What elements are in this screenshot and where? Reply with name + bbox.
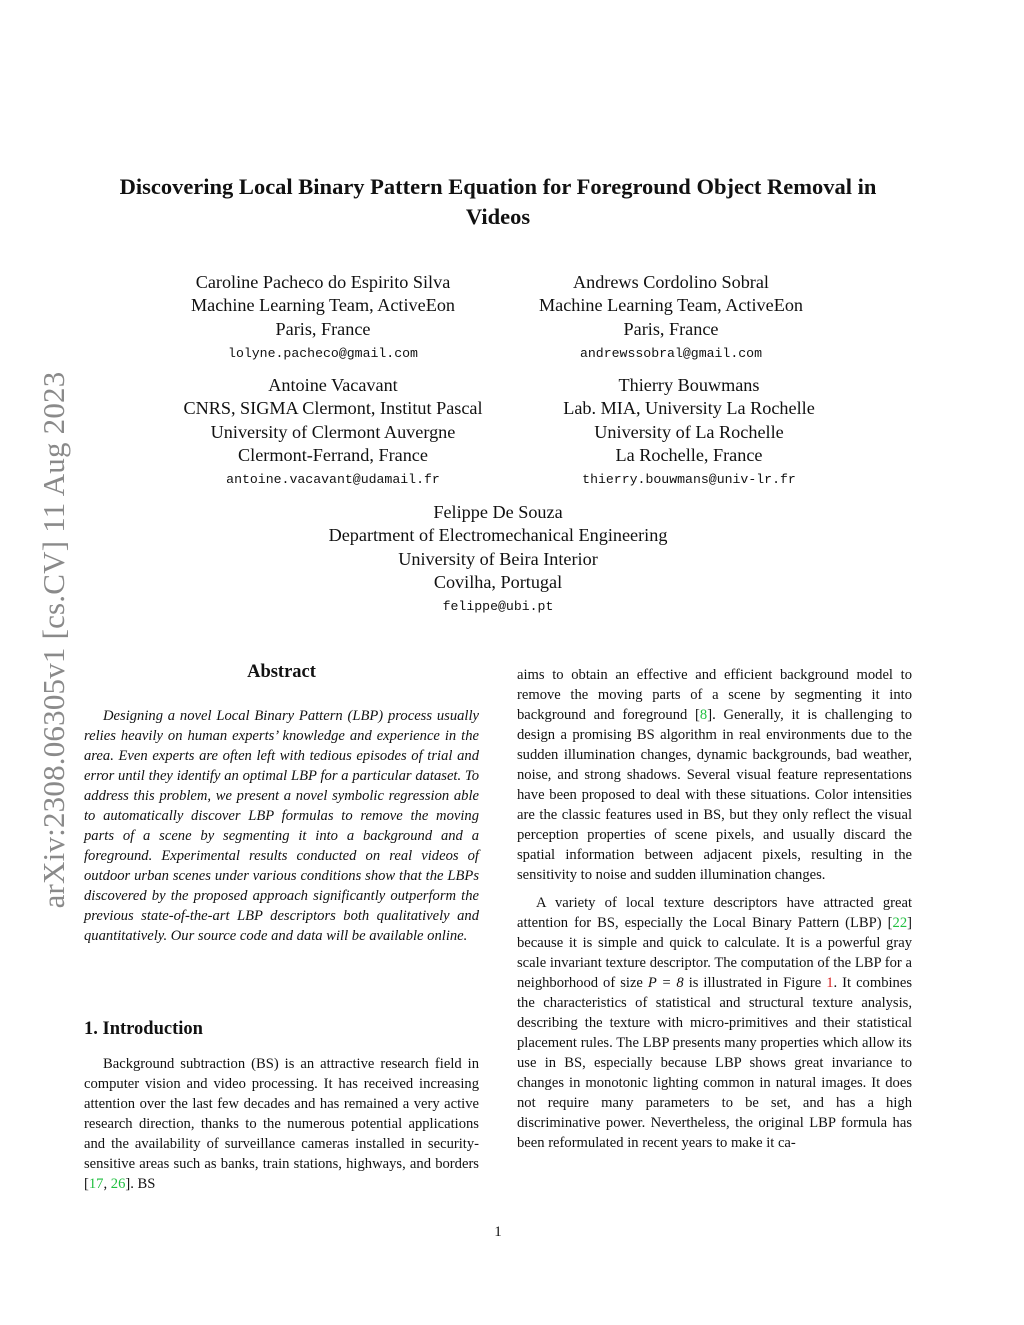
citation-link[interactable]: 26 bbox=[110, 1176, 126, 1192]
author-block-3 bbox=[146, 374, 520, 493]
right-column-body bbox=[517, 665, 912, 1153]
citation-link[interactable]: 22 bbox=[892, 915, 908, 931]
body-text: It combines the characteristics of statistical and structural texture analysis, describing the texture with micro-primitives and their statistical placement rules. The LBP presents many properties which allow its use in BS, especially because LBP shows great invariance to changes in monotonic lighting common in natural images. It does not require many parameters to be set, and has a high discriminative power. Nevertheless, the original LBP formula has been reformulated in recent years to make it ca- bbox=[517, 975, 912, 1151]
arxiv-side-label bbox=[28, 340, 80, 940]
body-text: Generally, it is challenging to design a promising BS algorithm in real environments due to the sudden illumination changes, dynamic backgrounds, bad weather, noise, and strong shadows. Several visual feature representations have been proposed to deal with these situations. Color intensities are the classic features used in BS, but they only reflect the visual perception properties of scene pixels, and usually discard the spatial information between adjacent pixels, resulting in the sensitivity to noise and sudden illumination changes. bbox=[517, 707, 912, 883]
author-affiliation: Lab. MIA, University La Rochelle bbox=[563, 398, 815, 419]
abstract-body bbox=[84, 706, 479, 946]
author-affiliation: Paris, France bbox=[623, 318, 719, 339]
title-line-2: Videos bbox=[465, 204, 531, 229]
author-block-5 bbox=[270, 501, 726, 620]
introduction-body bbox=[84, 1054, 479, 1194]
body-text: A variety of local texture descriptors have attracted great attention for BS, especially the Local Binary Pattern (LBP) bbox=[517, 895, 912, 931]
author-affiliation: University of La Rochelle bbox=[594, 421, 784, 442]
right-paragraph-1: aims to obtain an effective and efficient background model to remove the moving parts of a scene by segmenting it into background and foreground [8]. Generally, it is challenging to design a promising BS algorithm in real environments due to the sudden illumination changes, dynamic backgrounds, bad weather, noise, and strong shadows. Several visual feature representations have been proposed to deal with these situations. Color intensities are the classic features used in BS, but they only reflect the visual perception properties of scene pixels, and usually discard the spatial information between adjacent pixels, resulting in the sensitivity to noise and sudden illumination changes. bbox=[517, 667, 912, 883]
author-affiliation: Machine Learning Team, ActiveEon bbox=[538, 295, 804, 316]
author-block-4 bbox=[508, 374, 870, 493]
author-affiliation: Clermont-Ferrand, France bbox=[238, 444, 428, 465]
body-text: because it is simple and quick to calculate. It is a powerful gray scale invariant texture descriptor. The computation of the LBP for a neighborhood of size bbox=[517, 935, 912, 991]
author-affiliation: Department of Electromechanical Engineering bbox=[328, 525, 668, 546]
author-block-2 bbox=[496, 271, 846, 367]
author-email: antoine.vacavant@udamail.fr bbox=[226, 472, 440, 488]
author-affiliation: CNRS, SIGMA Clermont, Institut Pascal bbox=[183, 398, 483, 419]
intro-paragraph-1: Background subtraction (BS) is an attractive research field in computer vision and video processing. It has received increasing attention over the last few decades and has remained a very active research direction, thanks to the numerous potential applications and the availability of surveillance cameras installed in security-sensitive areas such as banks, train stations, highways, and borders [17, 26]. BS bbox=[84, 1056, 479, 1192]
author-name: Thierry Bouwmans bbox=[618, 375, 760, 395]
author-email: thierry.bouwmans@univ-lr.fr bbox=[582, 472, 796, 488]
section-heading-introduction: 1. Introduction bbox=[84, 1019, 203, 1039]
author-affiliation: University of Clermont Auvergne bbox=[210, 421, 456, 442]
author-email: felippe@ubi.pt bbox=[442, 599, 554, 615]
author-affiliation: Covilha, Portugal bbox=[433, 571, 563, 592]
author-name: Caroline Pacheco do Espirito Silva bbox=[195, 272, 451, 292]
math-expression: P = 8 bbox=[647, 975, 684, 991]
arxiv-identifier: arXiv:2308.06305v1 [cs.CV] 11 Aug 2023 bbox=[36, 371, 71, 909]
author-name: Felippe De Souza bbox=[433, 502, 563, 522]
author-affiliation: Machine Learning Team, ActiveEon bbox=[190, 295, 456, 316]
author-email: andrewssobral@gmail.com bbox=[579, 345, 763, 361]
figure-reference-link[interactable]: 1 bbox=[826, 975, 834, 991]
right-paragraph-2: A variety of local texture descriptors have attracted great attention for BS, especially the Local Binary Pattern (LBP) [22] because it is simple and quick to calculate. It is a powerful gray scale invariant texture descriptor. The computation of the LBP for a neighborhood of size P = 8 is illustrated in Figure 1. It combines the characteristics of statistical and structural texture analysis, describing the texture with micro-primitives and their statistical placement rules. The LBP presents many properties which allow its use in BS, especially because LBP shows great invariance to changes in monotonic lighting common in natural images. It does not require many parameters to be set, and has a high discriminative power. Nevertheless, the original LBP formula has been reformulated in recent years to make it ca- bbox=[517, 895, 912, 1151]
citation-link[interactable]: 8 bbox=[699, 707, 708, 723]
abstract-heading: Abstract bbox=[247, 662, 316, 682]
author-name: Antoine Vacavant bbox=[268, 375, 398, 395]
body-text: aims to obtain an effective and efficient background model to remove the moving parts of a scene by segmenting it into background and foreground bbox=[517, 667, 912, 723]
body-text: is illustrated in Figure bbox=[688, 975, 822, 991]
abstract-paragraph: Designing a novel Local Binary Pattern (LBP) process usually relies heavily on human experts’ knowledge and experience in the area. Even experts are often left with tedious episodes of trial and error until they identify an optimal LBP for a particular dataset. To address this problem, we present a novel symbolic regression able to automatically discover LBP formulas to remove the moving parts of a scene by segmenting it into a background and a foreground. Experimental results conducted on real videos of outdoor urban scenes under various conditions show that the LBPs discovered by the proposed approach significantly outperform the previous state-of-the-art LBP descriptors both qualitatively and quantitatively. Our source code and data will be available online. bbox=[84, 708, 479, 944]
author-affiliation: University of Beira Interior bbox=[398, 548, 598, 569]
intro-text: Background subtraction (BS) is an attractive research field in computer vision and video processing. It has received increasing attention over the last few decades and has remained a very active research direction, thanks to the numerous potential applications and the availability of surveillance cameras installed in security-sensitive areas such as banks, train stations, highways, and borders bbox=[84, 1056, 479, 1172]
author-block-1 bbox=[146, 271, 500, 367]
citation-link[interactable]: 17 bbox=[88, 1176, 104, 1192]
paper-title bbox=[60, 172, 936, 232]
title-line-1: Discovering Local Binary Pattern Equation for Foreground Object Removal in bbox=[119, 174, 877, 199]
author-email: lolyne.pacheco@gmail.com bbox=[228, 345, 418, 361]
author-affiliation: Paris, France bbox=[275, 318, 371, 339]
author-affiliation: La Rochelle, France bbox=[615, 444, 763, 465]
author-name: Andrews Cordolino Sobral bbox=[572, 272, 769, 292]
page-number: 1 bbox=[494, 1224, 502, 1240]
intro-text: BS bbox=[137, 1176, 156, 1192]
